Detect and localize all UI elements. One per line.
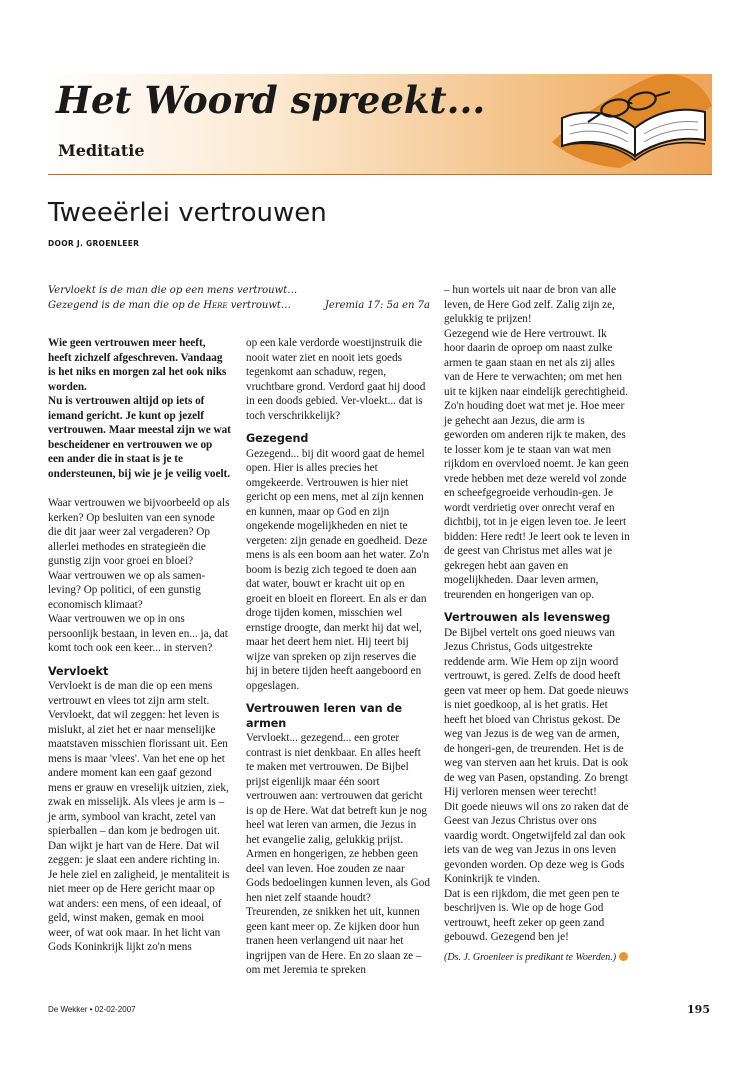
- heading-vervloekt: Vervloekt: [48, 664, 109, 678]
- column-2: [246, 336, 430, 978]
- end-mark-icon: [619, 952, 628, 961]
- column-1: [48, 336, 231, 955]
- heading-gezegend: Gezegend: [246, 432, 309, 445]
- publication-info: De Wekker • 02-02-2007: [48, 1005, 136, 1014]
- continued-paragraph: op een kale verdorde woestijnstruik die nooit water ziet en nooit iets goeds tegenkomt aan schaduw, regen, vruchtbare grond. Verdord gaat hij dood in een doods gebied. Ver-vloekt... dat is toch verschrikkelijk?: [246, 337, 426, 422]
- intro-paragraph: Waar vertrouwen we bijvoorbeeld op als kerken? Op besluiten van een synode die dit jaar weer zal vergaderen? Op allerlei methodes en strategieën die gunstig zijn voor groei en bloei? Waar vertrouwen we op als samen-leving? Op politici, of een gunstig economisch klimaat? Waar vertrouwen we op in ons persoonlijk bestaan, in leven en... ja, dat komt toch ook een keer... in sterven?: [48, 497, 230, 654]
- vervloekt-paragraph: Vervloekt is de man die op een mens vertrouwt en vlees tot zijn arm stelt. Vervloekt, dat wil zeggen: het leven is mislukt, al ziet het er naar menselijke maatstaven misschien florissant uit. Een mens is maar 'vlees'. Van het ene op het andere moment kan een gaaf gezond mens er grauw en vreselijk uitzien, ziek, zwak en misselijk. Als vlees je arm is – je arm, symbool van kracht, zetel van spierballen – dan kom je bedrogen uit. Dan wijkt je hart van de Here. Dat wil zeggen: je slaat een andere richting in. Je hele ziel en zaligheid, je mentaliteit is niet meer op de Here gericht maar op wat anders: een mens, of een ideaal, of geld, winst maken, gemak en mooi weer, of wat ook maar. In het licht van Gods Koninkrijk lijkt zo'n mens: [48, 680, 230, 953]
- epigraph-line-1: Vervloekt is de man die op een mens vertrouwt…: [48, 285, 298, 296]
- heading-levensweg: Vertrouwen als levensweg: [444, 611, 611, 624]
- heading-armen: Vertrouwen leren van de armen: [246, 702, 403, 730]
- continued-paragraph-2: – hun wortels uit naar de bron van alle leven, de Here God zelf. Zalig zijn ze, gelukkig te prijzen! Gezegend wie de Here vertrouwt. Ik hoor daarin de oproep om naast zulke armen te gaan staan en net als zij alles van de Here te verwachten; om met hen uit te kijken naar eindelijk gerechtigheid. Zo'n houding doet wat met je. Hoe meer je gehecht aan Jezus, die arm is geworden om anderen rijk te maken, des te losser kom je te staan van wat men rijkdom en overvloed noemt. Je kan geen vrede hebben met deze wereld vol zonde en scheefgegroeide verhoudin-gen. Je wordt verdrietig over onrecht veraf en dichtbij, tot in je eigen leven toe. Je leert bidden: Here redt! Je leert ook te leven in de geest van Christus met alles wat je gekregen hebt aan gaven en mogelijkheden. Daar leven armen, treurenden en hongerigen van op.: [444, 284, 630, 601]
- epigraph: [48, 283, 430, 313]
- open-book-with-glasses-icon: [540, 56, 720, 176]
- author-credit: (Ds. J. Groenleer is predikant te Woerden.): [444, 951, 630, 966]
- article-title: Tweeërlei vertrouwen: [48, 198, 327, 228]
- column-3: [444, 283, 630, 965]
- byline: DOOR J. GROENLEER: [48, 239, 140, 248]
- levensweg-paragraph: De Bijbel vertelt ons goed nieuws van Jezus Christus, Gods uitgestrekte reddende arm. Wie Hem op zijn woord vertrouwt, is gered. Zelfs de dood heeft geen vat meer op hem. Dat goede nieuws is niet goedkoop, al is het gratis. Het heeft het bloed van Christus gekost. De weg van Jezus is de weg van de armen, de hongeri-gen, de treurenden. Het is de weg van sterven aan het kruis. Dat is ook de weg van Pasen, opstanding. Zo brengt Hij verloren mensen weer terecht! Dit goede nieuws wil ons zo raken dat de Geest van Jezus Christus over ons vaardig wordt. Ongetwijfeld zal dan ook iets van de weg van Jezus in ons leven gevonden worden. Op deze weg is Gods Koninkrijk te vinden. Dat is een rijkdom, die met geen pen te beschrijven is. Wie op de hoge God vertrouwt, heeft zeker op geen zand gebouwd. Gezegend ben je!: [444, 626, 629, 943]
- scripture-reference: Jeremia 17: 5a en 7a: [324, 300, 430, 311]
- lead-paragraph: Wie geen vertrouwen meer heeft, heeft zichzelf afgeschreven. Vandaag is het niks en morgen zal het ook niks worden. Nu is vertrouwen altijd op iets of iemand gericht. Je kunt op jezelf vertrouwen. Maar meestal zijn we wat bescheidener en vertrouwen we op een ander die in staat is je te ondersteunen, bij wie je je veilig voelt.: [48, 337, 231, 480]
- armen-paragraph: Vervloekt... gezegend... een groter contrast is niet denkbaar. En alles heeft te maken met vertrouwen. De Bijbel prijst eigenlijk maar één soort vertrouwen aan: vertrouwen dat gericht is op de Here. Wat dat betreft kun je nog heel wat leren van armen, die Jezus in het evangelie zalig, gelukkig prijst. Armen en hongerigen, ze hebben geen deel van leven. Hoe zouden ze naar Gods bedoelingen kunnen leven, als God hen niet zelf staande houdt? Treurenden, ze snikken het uit, kunnen geen kant meer op. Ze kijken door hun tranen heen verlangend uit naar het ingrijpen van de Here. En zo slaan ze – om met Jeremia te spreken: [246, 732, 430, 976]
- section-subtitle: Meditatie: [58, 141, 145, 160]
- section-title: Het Woord spreekt...: [56, 78, 486, 122]
- gezegend-paragraph: Gezegend... bij dit woord gaat de hemel open. Hier is alles precies het omgekeerde. Vertrouwen is hier niet gericht op een mens, met al zijn kennen en kunnen, maar op God en zijn ongekende mogelijkheden en niet te vergeten: zijn genade en goedheid. Deze mens is als een boom aan het water. Zo'n boom is bezig zich tegoed te doen aan dat water, bouwt er kracht uit op en groeit en bloeit en floreert. En als er dan droge tijden komen, misschien wel ernstige droogte, dan merkt hij dat wel, maar het deert hem niet. Hij teert bij wijze van spreken op zijn reserves die hij in betere tijden heeft aangeboord en opgeslagen.: [246, 447, 430, 692]
- epigraph-line-2: Gezegend is de man die op de Here vertrouwt…: [48, 300, 291, 311]
- page-number: 195: [687, 1003, 710, 1016]
